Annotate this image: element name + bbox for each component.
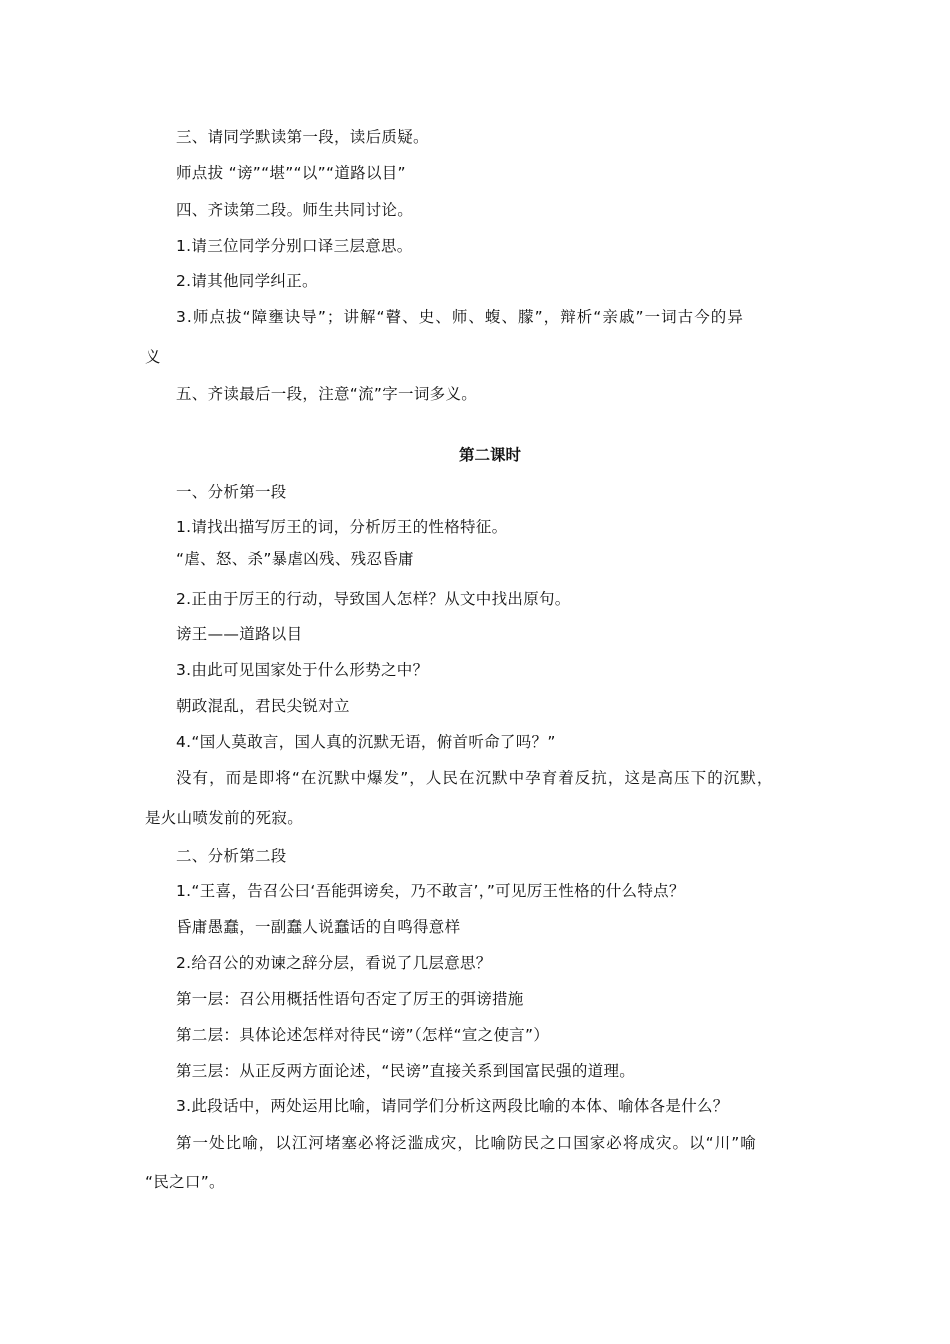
section-analyze-first-paragraph: 一、分析第一段 <box>176 483 287 501</box>
answer-metaphors: 第一处比喻，以江河堵塞必将泛滥成灾，比喻防民之口国家必将成灾。以“川”喻 <box>176 1134 757 1152</box>
question-metaphors: 3.此段话中，两处运用比喻，请同学们分析这两段比喻的本体、喻体各是什么？ <box>176 1097 729 1115</box>
section-heading-second-lesson: 第二课时 <box>458 446 521 464</box>
question-king-traits: 1.请找出描写厉王的词，分析厉王的性格特征。 <box>176 518 508 536</box>
layer-three: 第三层：从正反两方面论述，“民谤”直接关系到国富民强的道理。 <box>176 1062 636 1080</box>
layer-one: 第一层：召公用概括性语句否定了厉王的弭谤措施 <box>176 990 524 1008</box>
paragraph-read-second-section: 四、齐读第二段。师生共同讨论。 <box>176 201 414 219</box>
answer-national-situation: 朝政混乱，君民尖锐对立 <box>176 697 350 715</box>
answer-king-traits: “虐、怒、杀”暴虐凶残、残忍昏庸 <box>176 550 414 568</box>
section-analyze-second-paragraph: 二、分析第二段 <box>176 847 287 865</box>
answer-people-silent: 没有，而是即将“在沉默中爆发”，人民在沉默中孕育着反抗，这是高压下的沉默， <box>176 769 774 787</box>
list-item-vocabulary-explanation-cont: 义 <box>145 348 161 366</box>
layer-two: 第二层：具体论述怎样对待民“谤”（怎样“宣之使言”） <box>176 1026 550 1044</box>
paragraph-silent-reading: 三、请同学默读第一段，读后质疑。 <box>176 128 429 146</box>
answer-king-quote: 昏庸愚蠢，一副蠢人说蠢话的自鸣得意样 <box>176 918 461 936</box>
answer-people-reaction: 谤王——道路以目 <box>176 625 303 643</box>
list-item-oral-translation: 1.请三位同学分别口译三层意思。 <box>176 237 413 255</box>
answer-metaphors-cont: “民之口”。 <box>145 1173 225 1191</box>
question-people-silent: 4.“国人莫敢言，国人真的沉默无语，俯首听命了吗？” <box>176 733 556 751</box>
list-item-vocabulary-explanation: 3.师点拔“障壅诀导”；讲解“瞽、史、师、蝮、朦”，辩析“亲戚”一词古今的异 <box>176 308 744 326</box>
question-national-situation: 3.由此可见国家处于什么形势之中？ <box>176 661 429 679</box>
question-people-reaction: 2.正由于厉王的行动，导致国人怎样？从文中找出原句。 <box>176 590 571 608</box>
question-admonition-layers: 2.给召公的劝谏之辞分层，看说了几层意思？ <box>176 954 492 972</box>
question-king-quote: 1.“王喜，告召公曰‘吾能弭谤矣，乃不敢言’，”可见厉王性格的什么特点？ <box>176 882 685 900</box>
paragraph-teacher-hint: 师点拔 “谤”“堪”“以”“道路以目” <box>176 164 406 182</box>
answer-people-silent-cont: 是火山喷发前的死寂。 <box>145 809 304 827</box>
paragraph-read-last-section: 五、齐读最后一段，注意“流”字一词多义。 <box>176 385 478 403</box>
list-item-peer-correction: 2.请其他同学纠正。 <box>176 272 318 290</box>
